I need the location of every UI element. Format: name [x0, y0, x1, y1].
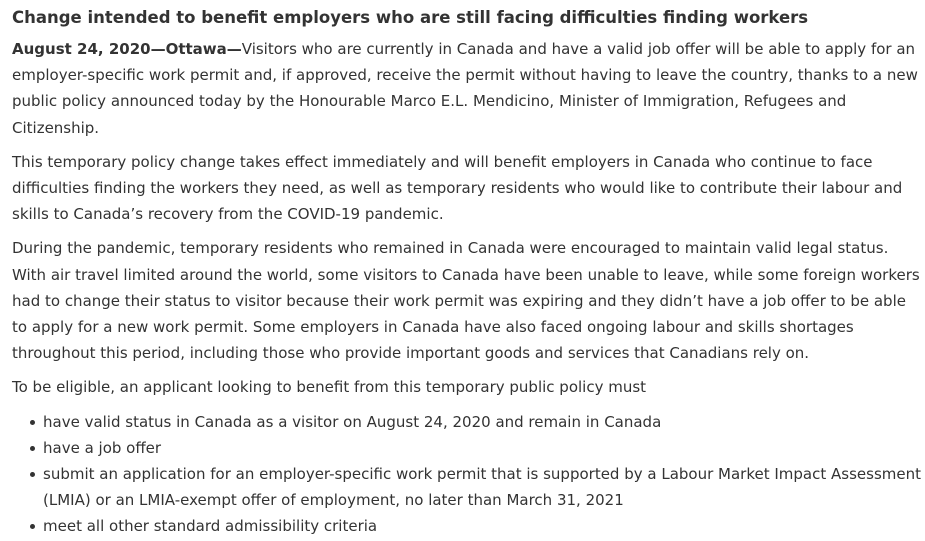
paragraph-pandemic-context: During the pandemic, temporary residents who remained in Canada were encouraged to maintain valid legal status. With air travel limited around the world, some visitors to Canada have been unable to leave, while some foreign workers had to change their status to visitor because their work permit was expiring and they didn’t have a job offer to be able to apply for a new work permit. Some employers in Canada have also faced ongoing labour and skills shortages throughout this period, including those who provide important goods and services that Canadians rely on. — [12, 239, 920, 363]
list-item — [43, 435, 925, 461]
article-headline: Change intended to benefit employers who are still facing difficulties finding workers — [12, 8, 809, 27]
criterion-text: have a job offer — [43, 438, 162, 457]
list-item — [43, 461, 925, 513]
paragraph-lead — [12, 36, 925, 141]
eligibility-criteria-list — [12, 409, 925, 540]
criterion-text: submit an application for an employer-specific work permit that is supported by a Labour Market Impact Assessment (LMIA) or an LMIA-exempt offer of employment, no later than March 31, 2021 — [43, 465, 921, 510]
list-item — [43, 409, 925, 435]
criterion-text: meet all other standard admissibility criteria — [43, 517, 378, 536]
bullet-icon — [30, 472, 35, 477]
paragraph-policy-change: This temporary policy change takes effect immediately and will benefit employers in Canada who continue to face difficulties finding the workers they need, as well as temporary residents who would like to contribute their labour and skills to Canada’s recovery from the COVID-19 pandemic. — [12, 152, 903, 224]
bullet-icon — [30, 446, 35, 451]
list-item — [43, 513, 925, 539]
lead-text: Visitors who are currently in Canada and have a valid job offer will be able to apply for an employer-specific work permit and, if approved, receive the permit without having to leave the country, thanks to a new public policy announced today by the Honourable Marco E.L. Mendicino, Minister of Immigration, Refugees and Citizenship. — [12, 40, 918, 137]
bullet-icon — [30, 420, 35, 425]
criterion-text: have valid status in Canada as a visitor on August 24, 2020 and remain in Canada — [43, 412, 662, 431]
bullet-icon — [30, 524, 35, 529]
paragraph-eligibility-intro: To be eligible, an applicant looking to benefit from this temporary public policy must — [12, 378, 647, 397]
dateline: August 24, 2020—Ottawa— — [12, 40, 242, 58]
